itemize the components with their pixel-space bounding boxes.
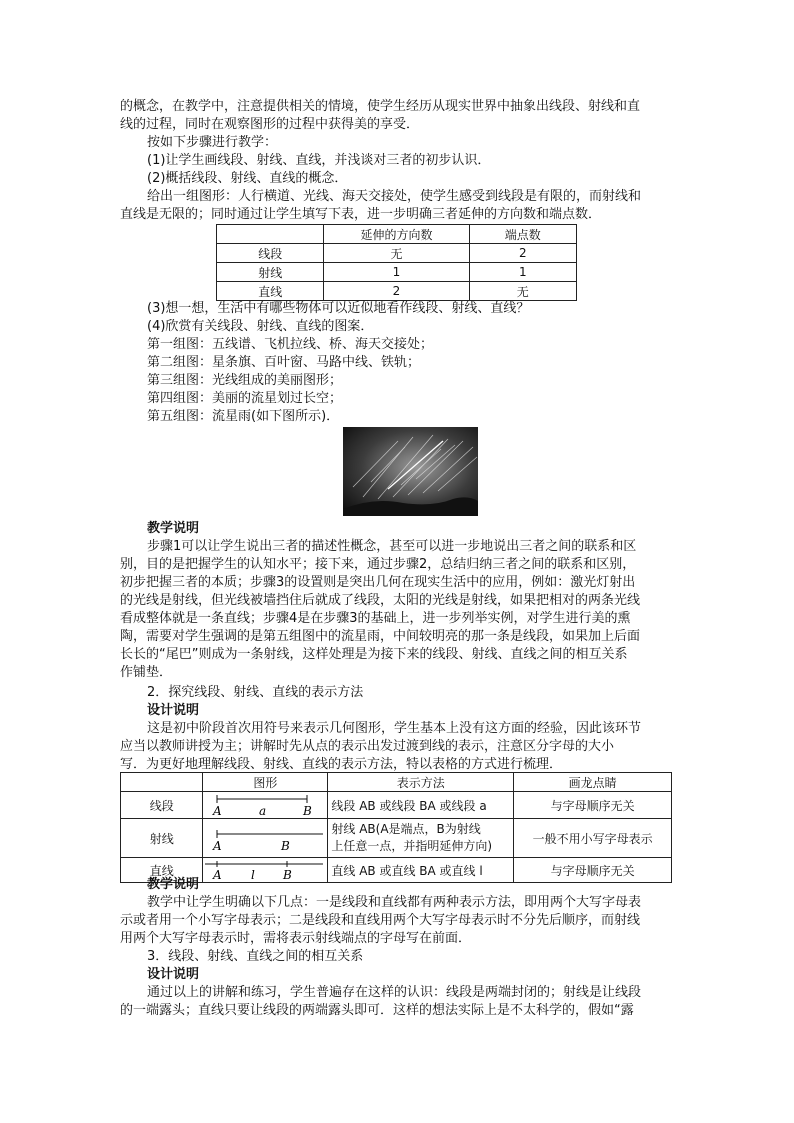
table-cell: 线段 AB 或线段 BA 或线段 a	[328, 792, 514, 819]
table-cell: 射线	[217, 263, 324, 282]
group-line: 第五组图：流星雨(如下图所示)．	[147, 409, 340, 424]
section-heading: 设计说明	[147, 703, 200, 718]
step-1: (1)让学生画线段、射线、直线，并浅谈对三者的初步认识．	[147, 153, 491, 168]
segment-figure-cell	[203, 792, 328, 819]
paragraph-line: 给出一组图形：人行横道、光线、海天交接处，使学生感受到线段是有限的，而射线和	[147, 189, 642, 204]
point-label: A	[213, 839, 223, 853]
table-header: 画龙点睛	[514, 773, 672, 792]
table-header-empty	[121, 773, 203, 792]
group-line: 第二组图：星条旗、百叶窗、马路中线、铁轨；	[147, 355, 421, 370]
table-row	[217, 244, 577, 263]
table-cell: 无	[324, 244, 469, 263]
section-title: 2．探究线段、射线、直线的表示方法	[147, 685, 364, 700]
table-header: 端点数	[469, 225, 576, 244]
table-row	[121, 792, 672, 819]
table-cell-line: 射线 AB(A是端点，B为射线	[331, 822, 481, 836]
point-label: B	[283, 868, 293, 882]
group-line: 第三组图：光线组成的美丽图形；	[147, 373, 343, 388]
step-2: (2)概括线段、射线、直线的概念．	[147, 171, 348, 186]
table-cell-line: 上任意一点，并指明延伸方向)	[331, 839, 493, 853]
paragraph-line: 线的过程，同时在观察图形的过程中获得美的享受．	[120, 117, 420, 132]
point-label: B	[303, 804, 313, 818]
table-cell: 线段	[121, 792, 203, 819]
table-cell: 与字母顺序无关	[514, 792, 672, 819]
table-cell: 1	[324, 263, 469, 282]
paragraph-line: 初步把握三者的本质；步骤3的设置则是突出几何在现实生活中的应用，例如：激光灯射出	[120, 575, 636, 590]
paragraph-line: 应当以教师讲授为主；讲解时先从点的表示出发过渡到线的表示，注意区分字母的大小	[120, 739, 615, 754]
table-row	[217, 282, 577, 301]
line-label: a	[259, 804, 267, 818]
line-figure	[203, 858, 325, 882]
section-title: 3．线段、射线、直线之间的相互关系	[147, 949, 364, 964]
table-cell: 线段	[217, 244, 324, 263]
notation-table	[120, 772, 672, 883]
paragraph-line: 按如下步骤进行教学：	[147, 135, 278, 150]
table-cell: 直线 AB 或直线 BA 或直线 l	[328, 858, 514, 883]
section-heading: 教学说明	[147, 877, 200, 892]
table-cell	[328, 819, 514, 858]
step-3: (3)想一想，生活中有哪些物体可以近似地看作线段、射线、直线？	[147, 301, 530, 316]
table-header: 图形	[203, 773, 328, 792]
paragraph-line: 的一端露头；直线只要让线段的两端露头即可．这样的想法实际上是不太科学的，假如“露	[120, 1003, 634, 1018]
point-label: B	[281, 839, 291, 853]
table-cell: 无	[469, 282, 576, 301]
group-line: 第一组图：五线谱、飞机拉线、桥、海天交接处；	[147, 337, 434, 352]
step-4: (4)欣赏有关线段、射线、直线的图案．	[147, 319, 374, 334]
paragraph-line: 的概念，在教学中，注意提供相关的情境，使学生经历从现实世界中抽象出线段、射线和直	[120, 99, 641, 114]
line-figure-cell	[203, 858, 328, 883]
ray-figure	[203, 820, 325, 856]
paragraph-line: 示或者用一个小写字母表示；二是线段和直线用两个大写字母表示时不分先后顺序，而射线	[120, 913, 641, 928]
segment-figure	[203, 792, 325, 818]
paragraph-line: 作铺垫．	[120, 665, 173, 680]
paragraph-line: 步骤1可以让学生说出三者的描述性概念，甚至可以进一步地说出三者之间的联系和区	[147, 539, 637, 554]
group-line: 第四组图：美丽的流星划过长空；	[147, 391, 343, 406]
section-heading: 教学说明	[147, 521, 200, 536]
paragraph-line: 看成整体就是一条直线；步骤4是在步骤3的基础上，进一步列举实例，对学生进行美的熏	[120, 611, 631, 626]
table-cell: 一般不用小写字母表示	[514, 819, 672, 858]
paragraph-line: 别，目的是把握学生的认知水平；接下来，通过步骤2，总结归纳三者之间的联系和区别，	[120, 557, 636, 572]
point-label: A	[213, 804, 223, 818]
paragraph-line: 用两个大写字母表示时，需将表示射线端点的字母写在前面．	[120, 931, 472, 946]
table-row	[121, 858, 672, 883]
table-cell: 直线	[217, 282, 324, 301]
table-row	[217, 263, 577, 282]
ray-figure-cell	[203, 819, 328, 858]
table-row	[121, 819, 672, 858]
point-label: A	[213, 868, 223, 882]
table-cell: 2	[469, 244, 576, 263]
paragraph-line: 写．为更好地理解线段、射线、直线的表示方法，特以表格的方式进行梳理．	[120, 757, 563, 772]
paragraph-line: 这是初中阶段首次用符号来表示几何图形，学生基本上没有这方面的经验，因此该环节	[147, 721, 642, 736]
paragraph-line: 陶，需要对学生强调的是第五组图中的流星雨，中间较明亮的那一条是线段，如果加上后面	[120, 629, 641, 644]
section-heading: 设计说明	[147, 967, 200, 982]
table-header: 表示方法	[328, 773, 514, 792]
paragraph-line: 直线是无限的；同时通过让学生填写下表，进一步明确三者延伸的方向数和端点数．	[120, 207, 602, 222]
paragraph-line: 长长的“尾巴”则成为一条射线，这样处理是为接下来的线段、射线、直线之间的相互关系	[120, 647, 628, 662]
table-cell: 1	[469, 263, 576, 282]
paragraph-line: 通过以上的讲解和练习，学生普遍存在这样的认识：线段是两端封闭的；射线是让线段	[147, 985, 642, 1000]
table-header: 延伸的方向数	[324, 225, 469, 244]
direction-endpoint-table	[216, 224, 577, 301]
table-cell: 射线	[121, 819, 203, 858]
table-cell: 直线	[121, 858, 203, 883]
table-header-empty	[217, 225, 324, 244]
table-cell: 2	[324, 282, 469, 301]
table-cell: 与字母顺序无关	[514, 858, 672, 883]
paragraph-line: 的光线是射线，但光线被墙挡住后就成了线段，太阳的光线是射线，如果把相对的两条光线	[120, 593, 641, 608]
paragraph-line: 教学中让学生明确以下几点：一是线段和直线都有两种表示方法，即用两个大写字母表	[147, 895, 642, 910]
line-label: l	[251, 868, 256, 882]
meteor-shower-photo	[343, 427, 478, 516]
